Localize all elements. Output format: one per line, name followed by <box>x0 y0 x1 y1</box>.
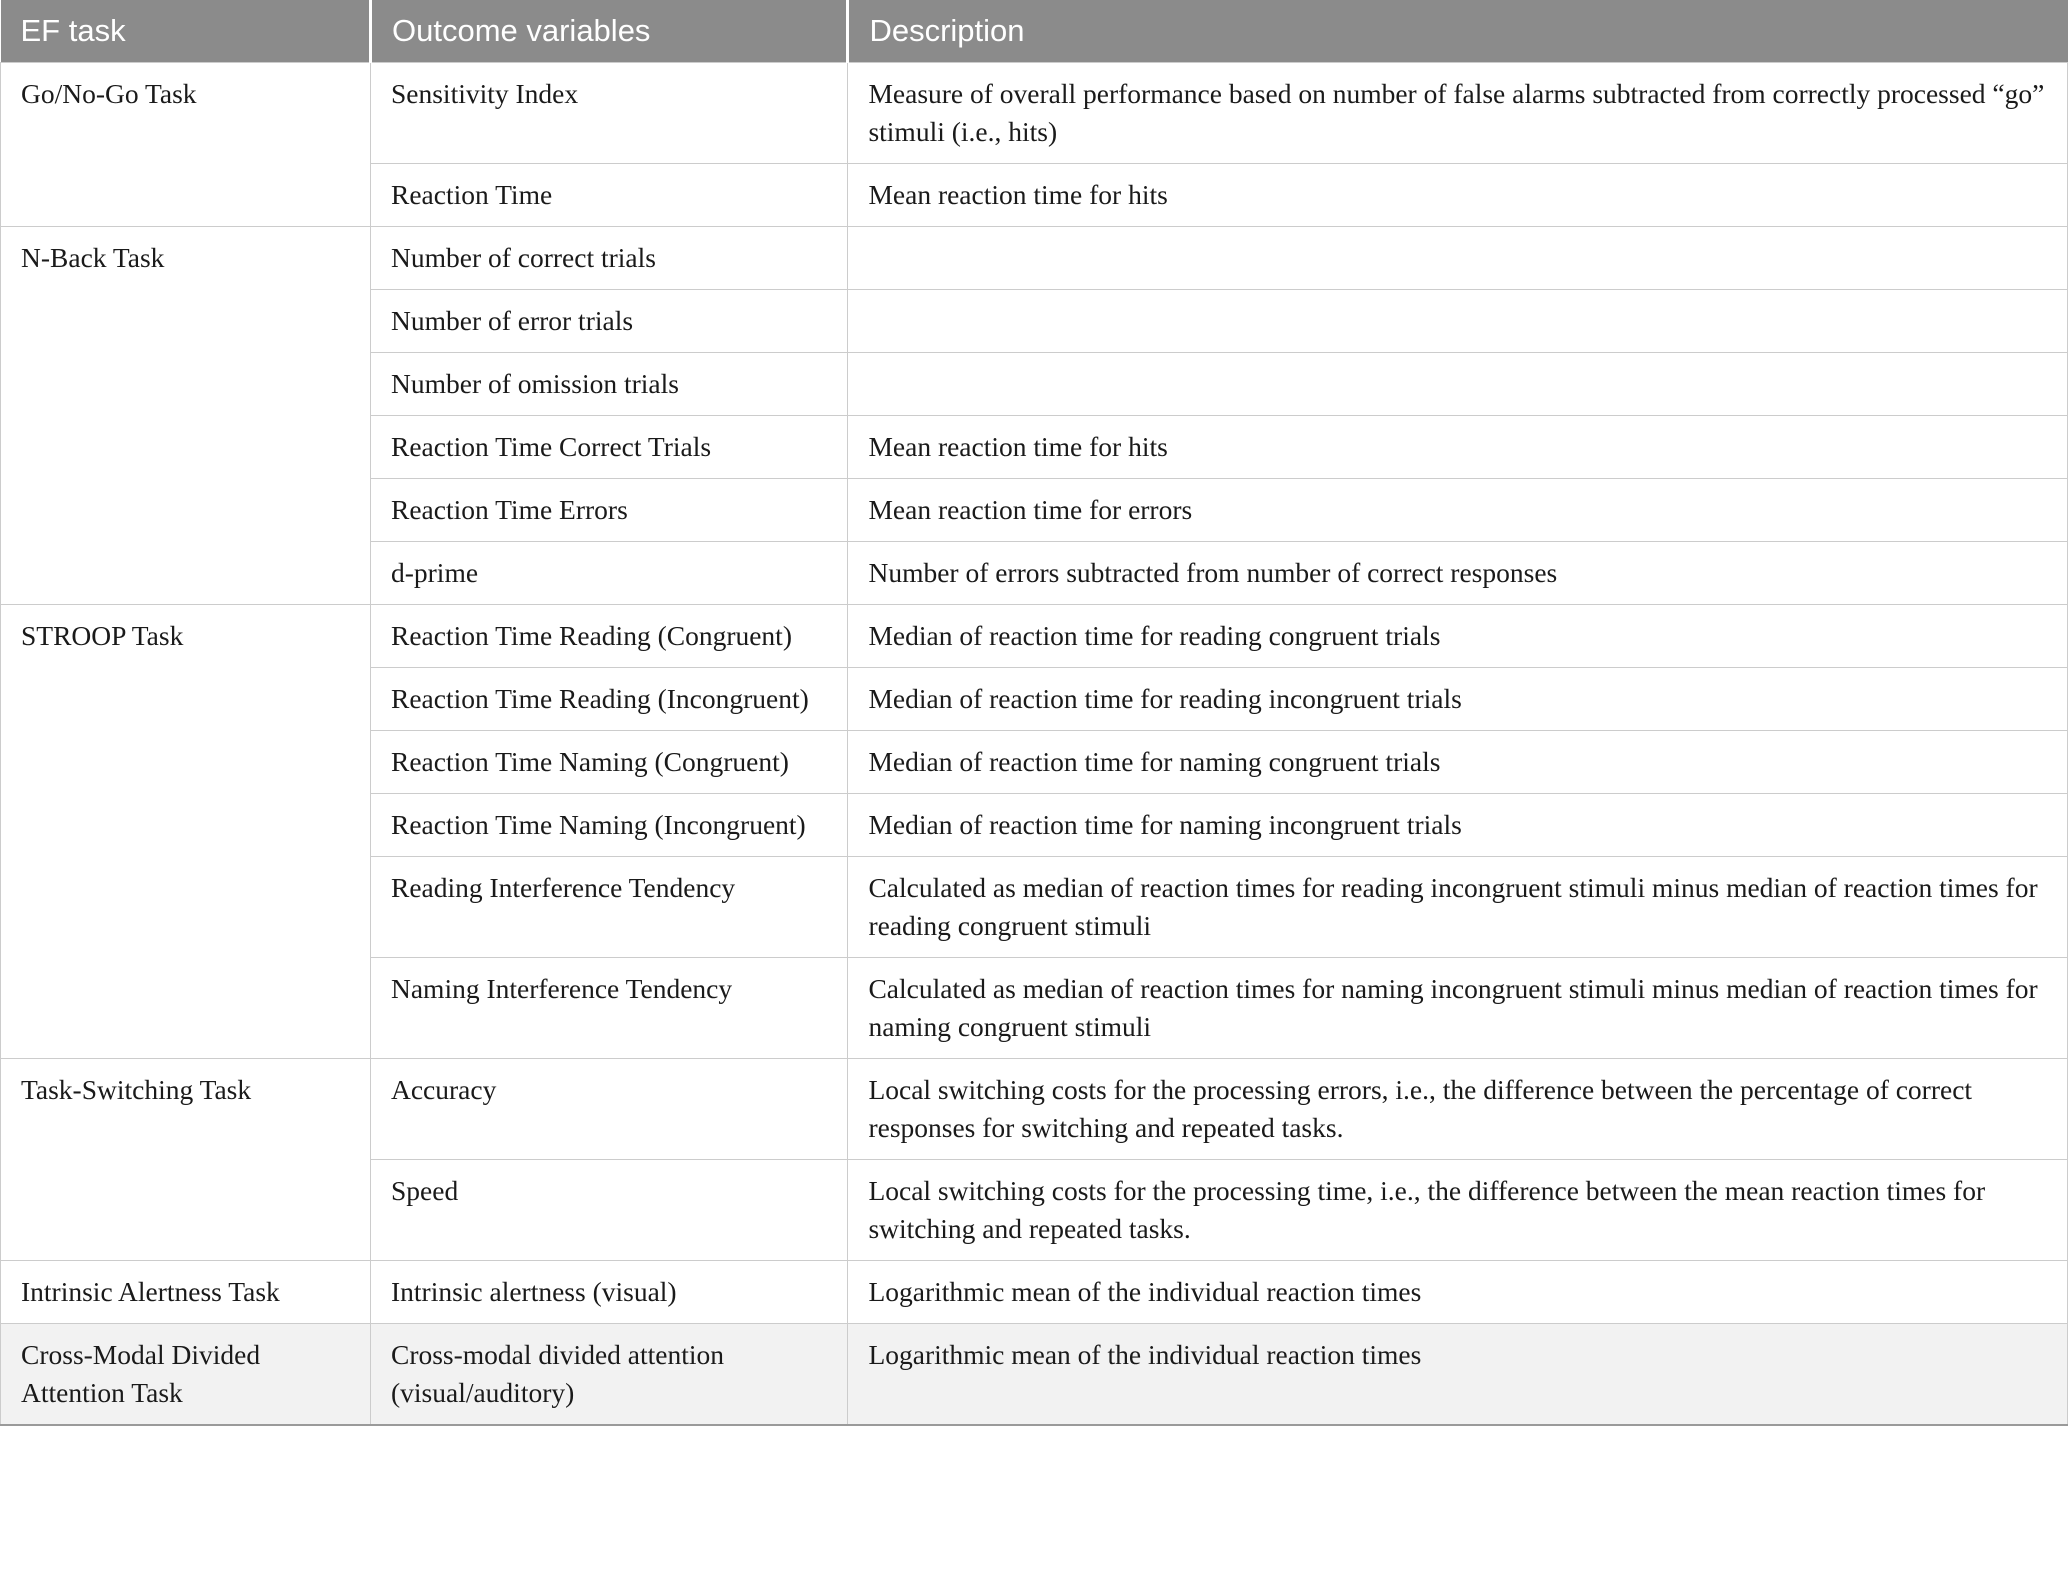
ef-task-cell: Task-Switching Task <box>1 1059 371 1261</box>
description-cell: Local switching costs for the processing time, i.e., the difference between the mean reaction times for switching and repeated tasks. <box>848 1160 2068 1261</box>
outcome-variable-cell: Reaction Time Naming (Incongruent) <box>370 794 847 857</box>
description-cell: Logarithmic mean of the individual reaction times <box>848 1324 2068 1426</box>
outcome-variable-cell: Speed <box>370 1160 847 1261</box>
outcome-variable-cell: Reading Interference Tendency <box>370 857 847 958</box>
description-cell: Calculated as median of reaction times for reading incongruent stimuli minus median of reaction times for reading congruent stimuli <box>848 857 2068 958</box>
column-header-outcome-variables: Outcome variables <box>370 0 847 63</box>
description-cell: Mean reaction time for errors <box>848 479 2068 542</box>
outcome-variable-cell: Reaction Time Correct Trials <box>370 416 847 479</box>
description-cell: Mean reaction time for hits <box>848 164 2068 227</box>
description-cell: Calculated as median of reaction times for naming incongruent stimuli minus median of reaction times for naming congruent stimuli <box>848 958 2068 1059</box>
ef-task-cell: STROOP Task <box>1 605 371 1059</box>
table-row <box>1 227 2068 290</box>
table-row <box>1 1059 2068 1160</box>
ef-task-cell: Intrinsic Alertness Task <box>1 1261 371 1324</box>
outcome-variable-cell: Accuracy <box>370 1059 847 1160</box>
ef-task-cell: Go/No-Go Task <box>1 63 371 227</box>
description-cell <box>848 290 2068 353</box>
description-cell: Median of reaction time for naming incongruent trials <box>848 794 2068 857</box>
outcome-variable-cell: Reaction Time <box>370 164 847 227</box>
table-row <box>1 605 2068 668</box>
description-cell: Median of reaction time for reading congruent trials <box>848 605 2068 668</box>
description-cell: Number of errors subtracted from number of correct responses <box>848 542 2068 605</box>
description-cell: Local switching costs for the processing errors, i.e., the difference between the percentage of correct responses for switching and repeated tasks. <box>848 1059 2068 1160</box>
description-cell: Median of reaction time for reading incongruent trials <box>848 668 2068 731</box>
outcome-variable-cell: Number of correct trials <box>370 227 847 290</box>
outcome-variable-cell: Reaction Time Reading (Incongruent) <box>370 668 847 731</box>
description-cell: Median of reaction time for naming congruent trials <box>848 731 2068 794</box>
outcome-variable-cell: Cross-modal divided attention (visual/auditory) <box>370 1324 847 1426</box>
outcome-variable-cell: Reaction Time Errors <box>370 479 847 542</box>
table-header <box>1 0 2068 63</box>
outcome-variable-cell: Number of error trials <box>370 290 847 353</box>
outcome-variable-cell: Sensitivity Index <box>370 63 847 164</box>
description-cell: Logarithmic mean of the individual reaction times <box>848 1261 2068 1324</box>
header-row <box>1 0 2068 63</box>
column-header-ef-task: EF task <box>1 0 371 63</box>
description-cell <box>848 227 2068 290</box>
outcome-variable-cell: Reaction Time Naming (Congruent) <box>370 731 847 794</box>
outcome-variable-cell: Naming Interference Tendency <box>370 958 847 1059</box>
table-row <box>1 63 2068 164</box>
outcome-variable-cell: Reaction Time Reading (Congruent) <box>370 605 847 668</box>
outcome-variable-cell: Number of omission trials <box>370 353 847 416</box>
outcome-variable-cell: Intrinsic alertness (visual) <box>370 1261 847 1324</box>
description-cell: Mean reaction time for hits <box>848 416 2068 479</box>
table-row <box>1 1261 2068 1324</box>
outcome-variable-cell: d-prime <box>370 542 847 605</box>
description-cell: Measure of overall performance based on number of false alarms subtracted from correctly processed “go” stimuli (i.e., hits) <box>848 63 2068 164</box>
table-row <box>1 1324 2068 1426</box>
column-header-description: Description <box>848 0 2068 63</box>
ef-task-cell: N-Back Task <box>1 227 371 605</box>
description-cell <box>848 353 2068 416</box>
table-body <box>1 63 2068 1426</box>
ef-task-cell: Cross-Modal Divided Attention Task <box>1 1324 371 1426</box>
